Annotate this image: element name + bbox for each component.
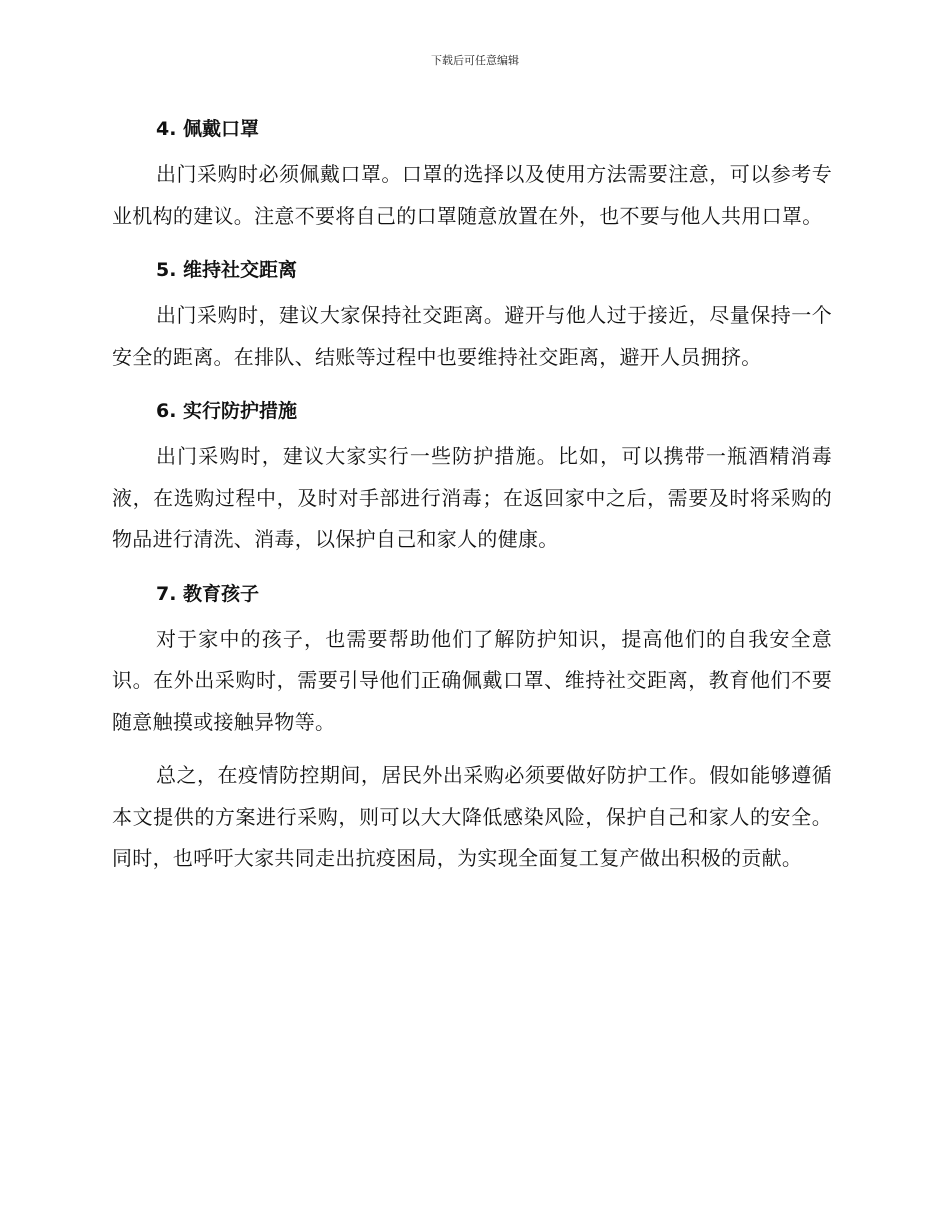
section-educate-children: [112, 573, 832, 880]
section-heading: 6. 实行防护措施: [156, 400, 298, 422]
body-paragraph: 对于家中的孩子，也需要帮助他们了解防护知识，提高他们的自我安全意识。在外出采购时，需要引导他们正确佩戴口罩、维持社交距离，教育他们不要随意触摸或接触异物等。: [112, 626, 832, 734]
body-paragraph: 出门采购时必须佩戴口罩。口罩的选择以及使用方法需要注意，可以参考专业机构的建议。注意不要将自己的口罩随意放置在外，也不要与他人共用口罩。: [112, 162, 832, 228]
page-header: 下载后可任意编辑: [431, 54, 519, 67]
body-paragraph: 出门采购时，建议大家保持社交距离。避开与他人过于接近，尽量保持一个安全的距离。在排队、结账等过程中也要维持社交距离，避开人员拥挤。: [112, 303, 832, 369]
section-heading: 7. 教育孩子: [156, 582, 260, 605]
body-paragraph: 出门采购时，建议大家实行一些防护措施。比如，可以携带一瓶酒精消毒液，在选购过程中，及时对手部进行消毒；在返回家中之后，需要及时将采购的物品进行清洗、消毒，以保护自己和家人的健康。: [112, 444, 832, 551]
document-body: [112, 108, 832, 892]
section-heading: 5. 维持社交距离: [156, 259, 298, 281]
section-heading: 4. 佩戴口罩: [156, 118, 260, 140]
section-wear-mask: [112, 108, 832, 237]
conclusion-paragraph: 总之，在疫情防控期间，居民外出采购必须要做好防护工作。假如能够遵循本文提供的方案进行采购，则可以大大降低感染风险，保护自己和家人的安全。同时，也呼吁大家共同走出抗疫困局，为实现全面复工复产做出积极的贡献。: [112, 763, 832, 870]
section-protective-measures: [112, 390, 832, 561]
section-social-distance: [112, 249, 832, 378]
